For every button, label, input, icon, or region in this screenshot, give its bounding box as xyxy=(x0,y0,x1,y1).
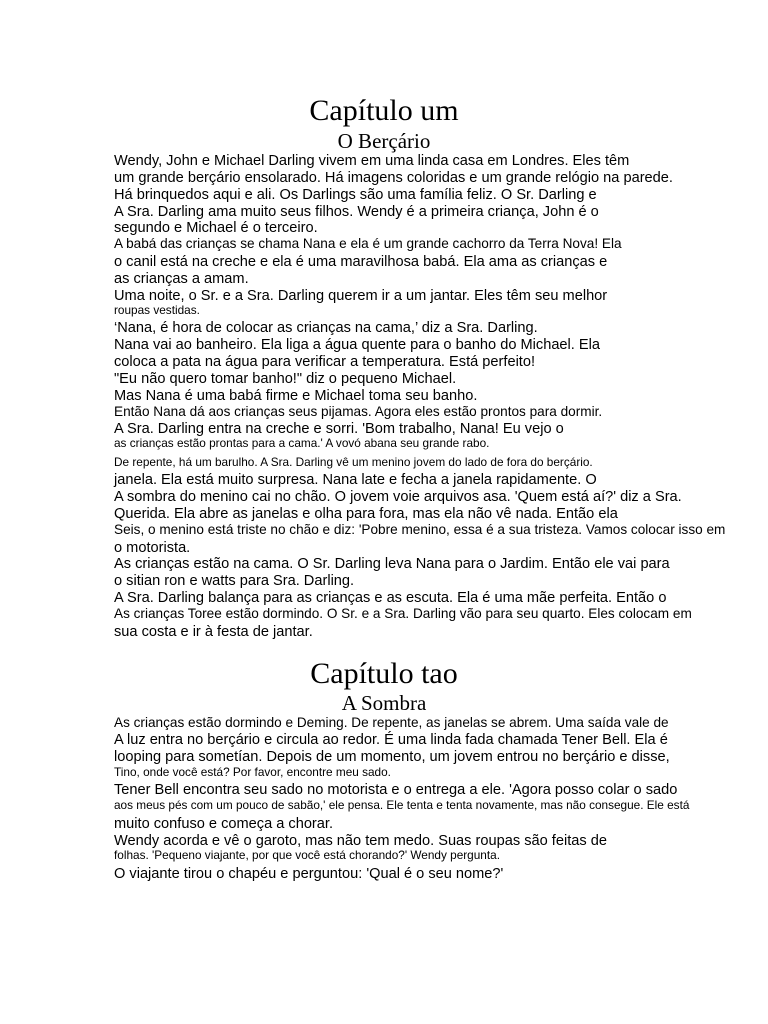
chapter-1-title: Capítulo um xyxy=(309,94,459,127)
chapter-2-line: Tino, onde você está? Por favor, encontre meu sado. xyxy=(114,765,391,779)
chapter-1-line: coloca a pata na água para verificar a temperatura. Está perfeito! xyxy=(114,354,536,370)
chapter-1-line: Então Nana dá aos crianças seus pijamas. Agora eles estão prontos para dormir. xyxy=(114,404,603,419)
chapter-1-subtitle: O Berçário xyxy=(337,129,431,153)
chapter-1-line: As crianças estão na cama. O Sr. Darling leva Nana para o Jardim. Então ele vai para xyxy=(114,556,670,572)
chapter-2-subtitle: A Sombra xyxy=(341,691,427,715)
chapter-1-line: "Eu não quero tomar banho!" diz o pequeno Michael. xyxy=(114,371,457,387)
chapter-1-line: As crianças Toree estão dormindo. O Sr. e a Sra. Darling vão para seu quarto. Eles colocam em xyxy=(114,606,692,621)
chapter-1-line: sua costa e ir à festa de jantar. xyxy=(114,624,313,640)
chapter-1-line: Há brinquedos aqui e ali. Os Darlings são uma família feliz. O Sr. Darling e xyxy=(114,187,597,203)
chapter-2-line: aos meus pés com um pouco de sabão,' ele pensa. Ele tenta e tenta novamente, mas não consegue. Ele está xyxy=(114,798,690,812)
chapter-1-line: janela. Ela está muito surpresa. Nana late e fecha a janela rapidamente. O xyxy=(114,472,597,488)
chapter-1-line: segundo e Michael é o terceiro. xyxy=(114,220,318,236)
chapter-1-line: A sombra do menino cai no chão. O jovem voie arquivos asa. 'Quem está aí?' diz a Sra. xyxy=(114,489,682,505)
chapter-1-line: ‘Nana, é hora de colocar as crianças na cama,’ diz a Sra. Darling. xyxy=(114,320,538,336)
chapter-1-line: roupas vestidas. xyxy=(114,303,200,317)
chapter-1-line: A Sra. Darling entra na creche e sorri. 'Bom trabalho, Nana! Eu vejo o xyxy=(114,421,564,437)
chapter-1-line: Wendy, John e Michael Darling vivem em uma linda casa em Londres. Eles têm xyxy=(114,153,630,169)
chapter-1-line: Seis, o menino está triste no chão e diz: 'Pobre menino, essa é a sua tristeza. Vamos colocar isso em xyxy=(114,522,726,537)
chapter-2-line: O viajante tirou o chapéu e perguntou: 'Qual é o seu nome?' xyxy=(114,866,504,882)
chapter-2-line: looping para sometían. Depois de um momento, um jovem entrou no berçário e disse, xyxy=(114,749,670,765)
chapter-2-line: As crianças estão dormindo e Deming. De repente, as janelas se abrem. Uma saída vale de xyxy=(114,715,669,730)
chapter-2-line: A luz entra no berçário e circula ao redor. É uma linda fada chamada Tener Bell. Ela é xyxy=(114,732,668,748)
chapter-1-line: Mas Nana é uma babá firme e Michael toma seu banho. xyxy=(114,388,478,404)
chapter-1-line: A Sra. Darling balança para as crianças e as escuta. Ela é uma mãe perfeita. Então o xyxy=(114,590,667,606)
chapter-1-line: Querida. Ela abre as janelas e olha para fora, mas ela não vê nada. Então ela xyxy=(114,506,618,522)
chapter-1-line: o sitian ron e watts para Sra. Darling. xyxy=(114,573,355,589)
chapter-1-line: A babá das crianças se chama Nana e ela é um grande cachorro da Terra Nova! Ela xyxy=(114,236,622,251)
chapter-1-line: as crianças estão prontas para a cama.' A vovó abana seu grande rabo. xyxy=(114,436,490,450)
chapter-1-line: A Sra. Darling ama muito seus filhos. Wendy é a primeira criança, John é o xyxy=(114,204,599,220)
chapter-2-line: muito confuso e começa a chorar. xyxy=(114,816,334,832)
chapter-1-line: o canil está na creche e ela é uma maravilhosa babá. Ela ama as crianças e xyxy=(114,254,608,270)
chapter-1-line: Uma noite, o Sr. e a Sra. Darling querem ir a um jantar. Eles têm seu melhor xyxy=(114,288,608,304)
chapter-2-line: Wendy acorda e vê o garoto, mas não tem medo. Suas roupas são feitas de xyxy=(114,833,607,849)
chapter-1-line: De repente, há um barulho. A Sra. Darling vê um menino jovem do lado de fora do berçário. xyxy=(114,455,593,469)
chapter-1-line: as crianças a amam. xyxy=(114,271,249,287)
chapter-2-title: Capítulo tao xyxy=(310,657,458,690)
chapter-1-line: o motorista. xyxy=(114,540,191,556)
chapter-1-line: Nana vai ao banheiro. Ela liga a água quente para o banho do Michael. Ela xyxy=(114,337,600,353)
chapter-1-line: um grande berçário ensolarado. Há imagens coloridas e um grande relógio na parede. xyxy=(114,170,673,186)
chapter-2-line: folhas. 'Pequeno viajante, por que você está chorando?' Wendy pergunta. xyxy=(114,848,500,862)
chapter-2-line: Tener Bell encontra seu sado no motorista e o entrega a ele. 'Agora posso colar o sado xyxy=(114,782,678,798)
